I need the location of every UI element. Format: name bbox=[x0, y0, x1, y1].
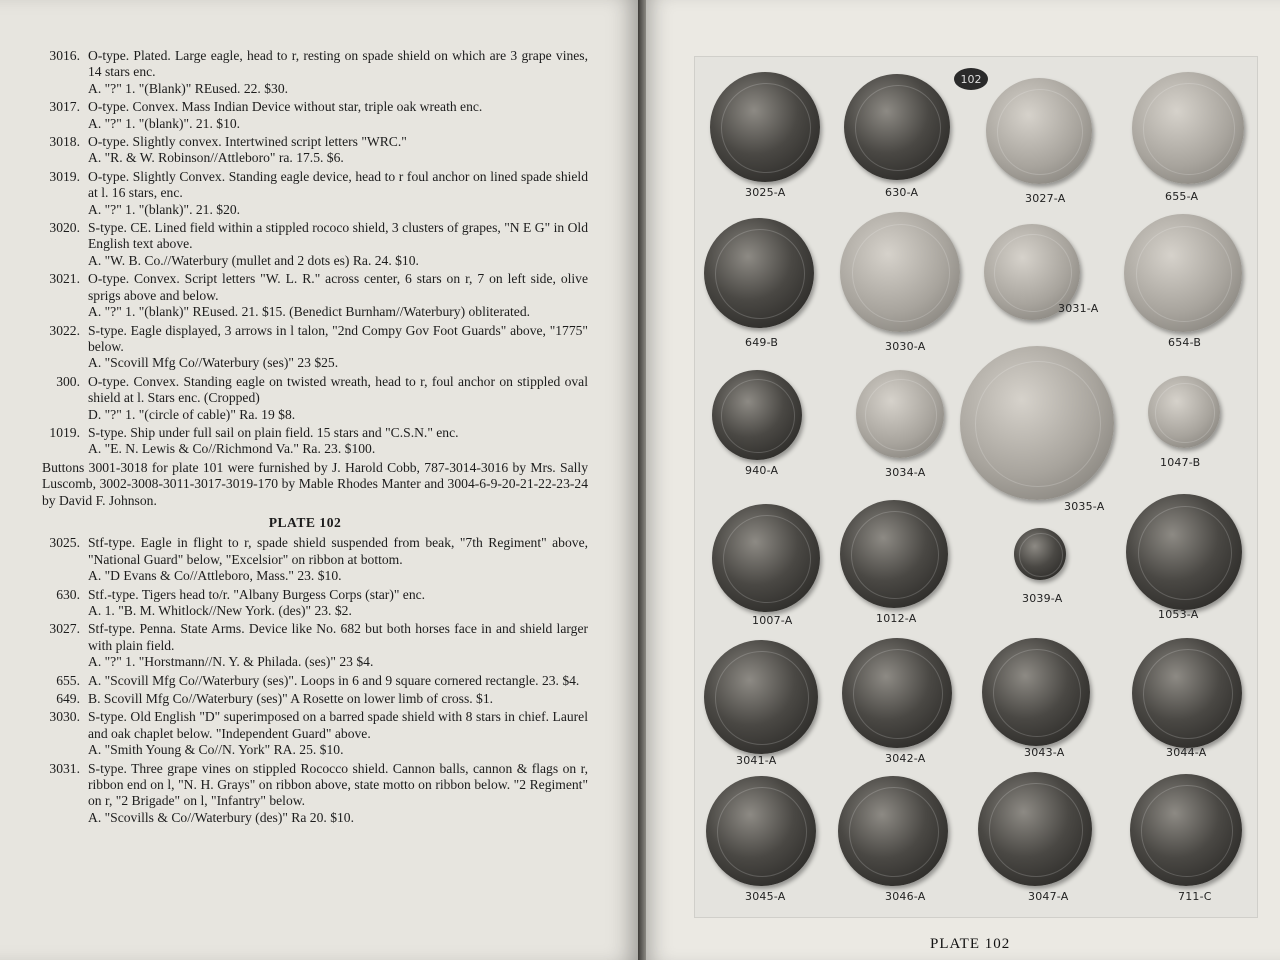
button-image bbox=[842, 638, 952, 748]
button-caption: 3047-A bbox=[1028, 890, 1069, 903]
list-item bbox=[22, 621, 588, 670]
entry-number: 3020. bbox=[49, 220, 80, 236]
list-item bbox=[22, 271, 588, 320]
entry-description: O-type. Plated. Large eagle, head to r, resting on spade shield on which are 3 grape vines, 14 stars enc. bbox=[88, 48, 588, 80]
entry-number: 3030. bbox=[49, 709, 80, 725]
entry-variant: A. "R. & W. Robinson//Attleboro" ra. 17.5. $6. bbox=[88, 150, 344, 166]
button-image bbox=[712, 370, 802, 460]
list-item bbox=[22, 761, 588, 827]
entry-variant: A. "?" 1. "Horstmann//N. Y. & Philada. (ses)" 23 $4. bbox=[88, 654, 374, 670]
button-image bbox=[1132, 72, 1244, 184]
book-gutter bbox=[638, 0, 646, 960]
entry-variant: A. "D Evans & Co//Attleboro, Mass." 23. $10. bbox=[88, 568, 342, 584]
button-caption: 655-A bbox=[1165, 190, 1199, 203]
button-caption: 3034-A bbox=[885, 466, 926, 479]
button-caption: 3027-A bbox=[1025, 192, 1066, 205]
entry-variant: A. "?" 1. "(Blank)" REused. 22. $30. bbox=[88, 80, 289, 96]
entry-list bbox=[22, 48, 588, 828]
entry-description: Stf.-type. Tigers head to/r. "Albany Burgess Corps (star)" enc. bbox=[88, 586, 426, 602]
button-image bbox=[706, 776, 816, 886]
entry-description: O-type. Slightly Convex. Standing eagle device, head to r foul anchor on lined spade shield at l. 16 stars, enc. bbox=[88, 168, 588, 201]
entry-description: S-type. Eagle displayed, 3 arrows in l talon, "2nd Compy Gov Foot Guards" above, "1775" below. bbox=[88, 322, 588, 354]
contributors-note: Buttons 3001-3018 for plate 101 were furnished by J. Harold Cobb, 787-3014-3016 by Mrs. Sally Luscomb, 3002-3008-3011-3017-3019-170 by Mable Rhodes Manter and 3004-6-9-20-21-22-23-24 by David F. Johnson. bbox=[42, 459, 588, 508]
button-image bbox=[1014, 528, 1066, 580]
list-item bbox=[22, 169, 588, 218]
entry-description: O-type. Convex. Mass Indian Device without star, triple oak wreath enc. bbox=[88, 99, 483, 115]
entry-number: 3025. bbox=[49, 535, 80, 551]
entry-number: 3027. bbox=[49, 621, 80, 637]
button-image bbox=[840, 212, 960, 332]
entry-description: Stf-type. Penna. State Arms. Device like No. 682 but both horses face in and shield larger with plain field. bbox=[88, 621, 588, 653]
entry-number: 3019. bbox=[49, 168, 80, 184]
entry-description: S-type. Old English "D" superimposed on a barred spade shield with 8 stars in chief. Laurel and oak chaplet below. "Independent Guard" above. bbox=[88, 709, 588, 741]
button-caption: 3046-A bbox=[885, 890, 926, 903]
entry-variant: D. "?" 1. "(circle of cable)" Ra. 19 $8. bbox=[88, 406, 296, 422]
button-caption: 654-B bbox=[1168, 336, 1202, 349]
plate-footer: PLATE 102 bbox=[930, 936, 1011, 952]
button-image bbox=[1132, 638, 1242, 748]
entry-description: S-type. Three grape vines on stippled Rococco shield. Cannon balls, cannon & flags on r, ribbon end on l, "N. H. Grays" on ribbon above, state motto on ribbon below. "2 Regiment" on r, "2 Brigade" on l, "Infantry" below. bbox=[88, 760, 588, 809]
button-image bbox=[838, 776, 948, 886]
list-item bbox=[22, 323, 588, 372]
list-item bbox=[22, 587, 588, 620]
button-image bbox=[1148, 376, 1220, 448]
button-caption: 3041-A bbox=[736, 754, 777, 767]
entry-number: 3018. bbox=[49, 134, 80, 150]
list-item bbox=[22, 691, 588, 707]
list-item bbox=[22, 220, 588, 269]
list-item bbox=[22, 134, 588, 167]
button-image bbox=[978, 772, 1092, 886]
entry-number: 630. bbox=[56, 586, 80, 602]
entry-variant: A. "?" 1. "(blank)". 21. $10. bbox=[88, 115, 241, 131]
list-item bbox=[22, 99, 588, 132]
button-caption: 3043-A bbox=[1024, 746, 1065, 759]
list-item bbox=[22, 673, 588, 689]
button-image bbox=[960, 346, 1114, 500]
entry-number: 300. bbox=[56, 373, 80, 389]
entry-variant: A. "Smith Young & Co//N. York" RA. 25. $10. bbox=[88, 742, 344, 758]
button-caption: 711-C bbox=[1178, 890, 1212, 903]
button-caption: 1007-A bbox=[752, 614, 793, 627]
button-caption: 3030-A bbox=[885, 340, 926, 353]
button-image bbox=[840, 500, 948, 608]
entry-variant: A. "Scovill Mfg Co//Waterbury (ses)" 23 $25. bbox=[88, 355, 339, 371]
entry-variant: A. "?" 1. "(blank)" REused. 21. $15. (Benedict Burnham//Waterbury) obliterated. bbox=[88, 304, 531, 320]
entry-variant: A. "E. N. Lewis & Co//Richmond Va." Ra. 23. $100. bbox=[88, 441, 376, 457]
plate-badge: 102 bbox=[954, 68, 988, 90]
entry-number: 3031. bbox=[49, 760, 80, 776]
list-item bbox=[22, 425, 588, 458]
entry-description: O-type. Convex. Standing eagle on twisted wreath, head to r, foul anchor on stippled oval shield at l. Stars enc. (Cropped) bbox=[88, 373, 588, 406]
button-caption: 3044-A bbox=[1166, 746, 1207, 759]
button-image bbox=[856, 370, 944, 458]
entry-description: O-type. Convex. Script letters "W. L. R." across center, 6 stars on r, 7 on left side, olive sprigs above and below. bbox=[88, 271, 588, 303]
button-image bbox=[710, 72, 820, 182]
entry-description: S-type. CE. Lined field within a stippled rococo shield, 3 clusters of grapes, "N E G" in Old English text above. bbox=[88, 220, 588, 252]
left-page bbox=[0, 0, 638, 960]
button-image bbox=[1124, 214, 1242, 332]
entry-number: 3022. bbox=[49, 322, 80, 338]
button-image bbox=[844, 74, 950, 180]
entry-number: 3021. bbox=[49, 271, 80, 287]
entry-number: 655. bbox=[56, 672, 80, 688]
button-image bbox=[1126, 494, 1242, 610]
entry-description: O-type. Slightly convex. Intertwined script letters "WRC." bbox=[88, 134, 407, 150]
button-caption: 1047-B bbox=[1160, 456, 1201, 469]
button-caption: 3042-A bbox=[885, 752, 926, 765]
button-caption: 940-A bbox=[745, 464, 779, 477]
button-caption: 1053-A bbox=[1158, 608, 1199, 621]
entry-description: Stf-type. Eagle in flight to r, spade shield suspended from beak, "7th Regiment" above, "National Guard" below, "Excelsior" on ribbon at bottom. bbox=[88, 535, 588, 567]
entry-variant: A. "W. B. Co.//Waterbury (mullet and 2 dots es) Ra. 24. $10. bbox=[88, 252, 419, 268]
button-caption: 3039-A bbox=[1022, 592, 1063, 605]
entry-variant: A. "?" 1. "(blank)". 21. $20. bbox=[88, 201, 241, 217]
list-item bbox=[22, 709, 588, 758]
button-image bbox=[712, 504, 820, 612]
button-caption: 3045-A bbox=[745, 890, 786, 903]
button-caption: 3031-A bbox=[1058, 302, 1099, 315]
button-caption: 3025-A bbox=[745, 186, 786, 199]
plate-heading: PLATE 102 bbox=[268, 514, 342, 530]
button-image bbox=[982, 638, 1090, 746]
entry-number: 649. bbox=[56, 691, 80, 707]
entry-description: S-type. Ship under full sail on plain field. 15 stars and "C.S.N." enc. bbox=[88, 424, 459, 440]
button-image bbox=[704, 640, 818, 754]
button-caption: 649-B bbox=[745, 336, 779, 349]
button-caption: 3035-A bbox=[1064, 500, 1105, 513]
button-caption: 1012-A bbox=[876, 612, 917, 625]
entry-number: 3016. bbox=[49, 48, 80, 63]
button-image bbox=[986, 78, 1092, 184]
list-item bbox=[22, 48, 588, 97]
entry-variant: A. 1. "B. M. Whitlock//New York. (des)" 23. $2. bbox=[88, 603, 352, 618]
entry-variant: A. "Scovills & Co//Waterbury (des)" Ra 20. $10. bbox=[88, 809, 354, 825]
button-caption: 630-A bbox=[885, 186, 919, 199]
entry-number: 1019. bbox=[49, 424, 80, 440]
button-image bbox=[1130, 774, 1242, 886]
entry-description: B. Scovill Mfg Co//Waterbury (ses)" A Rosette on lower limb of cross. $1. bbox=[88, 691, 494, 707]
button-image bbox=[704, 218, 814, 328]
list-item bbox=[22, 535, 588, 584]
entry-description: A. "Scovill Mfg Co//Waterbury (ses)". Loops in 6 and 9 square cornered rectangle. 23. $4. bbox=[88, 672, 580, 688]
entry-number: 3017. bbox=[49, 99, 80, 115]
list-item bbox=[22, 374, 588, 423]
